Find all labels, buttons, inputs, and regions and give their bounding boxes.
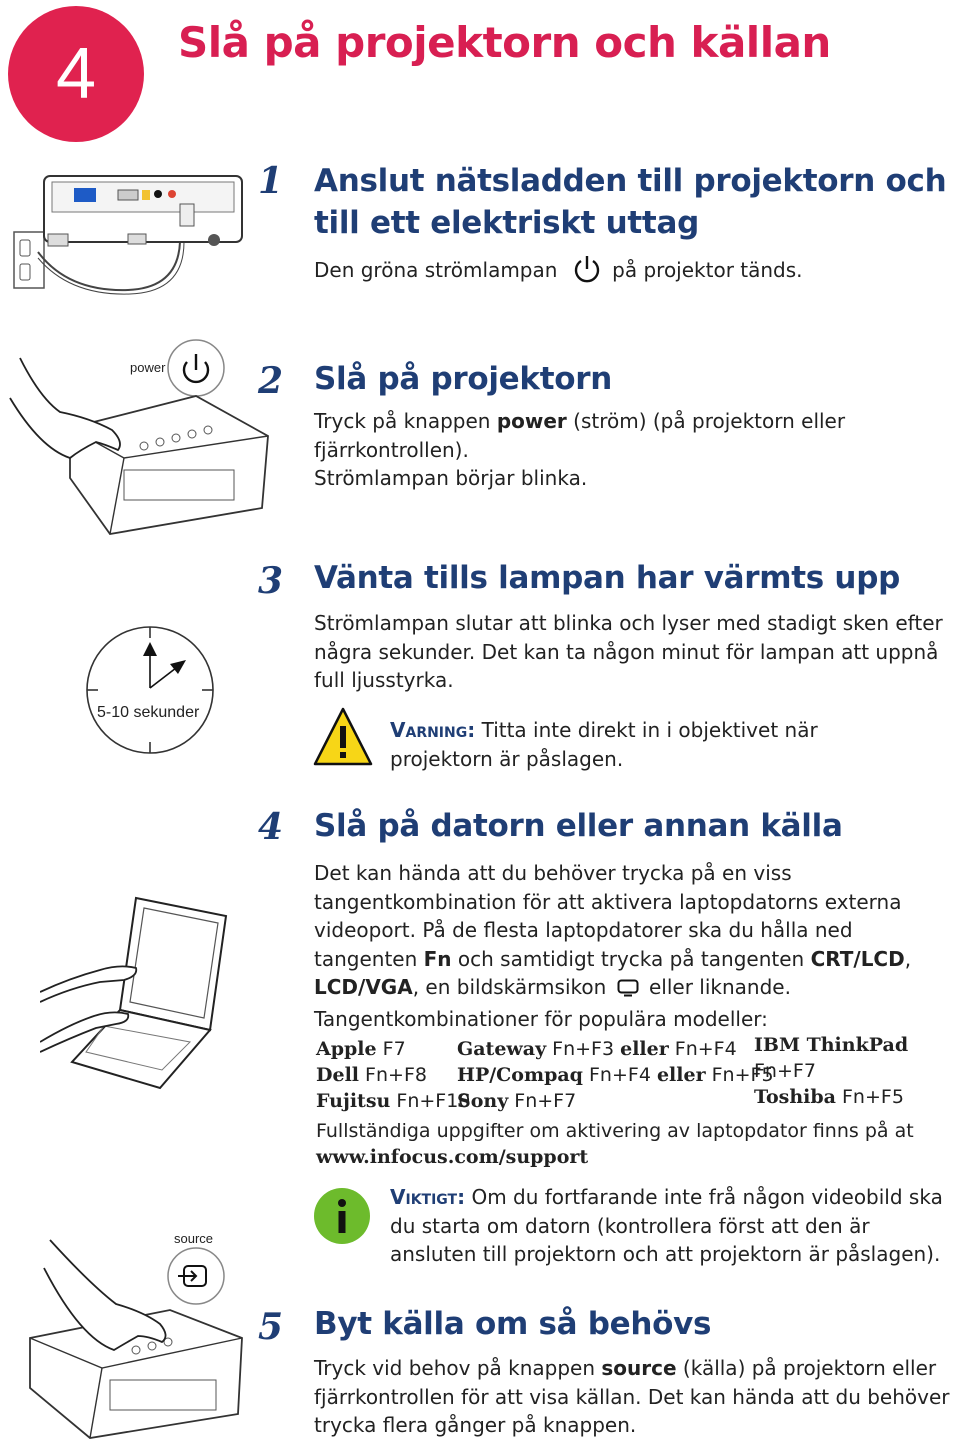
timer-clock-illustration [84,624,216,756]
key-crt-lcd: CRT/LCD [810,946,905,971]
model-keys: Fn+F5 [705,1064,774,1086]
step-1-heading-line-1: Anslut nätsladden till projektorn och [314,163,947,199]
model-dell [316,1062,470,1088]
step-4-body-e: eller liknande. Tangentkombinationer för populära modeller: [314,975,791,1031]
model-brand: Dell [316,1064,360,1086]
step-2-number: 2 [258,360,284,402]
model-brand: Gateway [457,1038,547,1060]
model-ibm-thinkpad [754,1032,960,1084]
step-5-body-a: Tryck vid behov på knappen [314,1356,602,1380]
model-keys: Fn+F7 [508,1090,577,1112]
important-note [390,1183,950,1269]
model-keys: Fn+F5 [835,1086,904,1108]
step-5-heading: Byt källa om så behövs [314,1306,712,1342]
laptop-illustration [40,892,240,1092]
step-1-body [314,254,803,292]
key-lcd-vga: LCD/VGA [314,975,413,999]
step-5-body [314,1354,954,1440]
model-brand: Toshiba [754,1086,836,1108]
page-title: Slå på projektorn och källan [178,18,831,67]
source-keyword: source [601,1356,677,1380]
model-keys: Fn+F3 [546,1038,621,1060]
step-2-body [314,407,854,493]
source-illustration-label: source [174,1231,214,1246]
model-apple [316,1036,470,1062]
important-label: Viktigt: [390,1185,466,1209]
model-fujitsu [316,1088,470,1114]
step-4-heading: Slå på datorn eller annan källa [314,808,843,844]
timer-label: 5-10 sekunder [97,704,200,721]
step-1-number: 1 [258,160,284,202]
warning-note [390,716,850,773]
model-brand: IBM ThinkPad [754,1034,909,1056]
model-toshiba [754,1084,960,1110]
step-4-number: 4 [258,806,284,848]
key-fn: Fn [423,946,452,971]
warning-label: Varning: [390,718,476,742]
model-keys: Fn+F7 [754,1060,816,1082]
support-link[interactable]: www.infocus.com/support [316,1146,589,1168]
model-brand: Sony [457,1090,509,1112]
projector-rear-illustration [8,172,248,300]
warning-icon [312,706,374,772]
step-4-body-d: , en bildskärmsikon [412,975,607,999]
step-4-body [314,859,959,1033]
warning-text: Titta inte direkt in i objektivet när projektorn är påslagen. [390,718,818,771]
model-or: eller [656,1064,706,1086]
step-4-body-a: Det kan hända att du behöver trycka på en viss tangentkombination för att aktivera laptopdatorns externa videoport. På de flesta laptopdatorer ska du hålla ned tangenten [314,861,902,971]
source-button-illustration [20,1228,250,1440]
step-2-body-a: Tryck på knappen [314,409,497,433]
power-keyword: power [496,409,567,433]
step-2-body-b: (ström) (på projektorn eller fjärrkontrollen). [314,409,846,462]
full-info-text: Fullständiga uppgifter om aktivering av laptopdator finns på at [316,1120,914,1142]
model-keys: Fn+F4 [668,1038,737,1060]
model-brand: Fujitsu [316,1090,391,1112]
step-3-number: 3 [258,560,284,602]
step-1-heading-line-2: till ett elektriskt uttag [314,205,699,241]
model-keys: Fn+F4 [582,1064,657,1086]
model-or: eller [620,1038,669,1060]
step-1-body-a: Den gröna strömlampan [314,258,558,282]
models-column-1 [316,1036,470,1114]
info-icon [312,1186,372,1250]
step-4-body-b: och samtidigt trycka på tangenten [451,946,811,971]
power-illustration-label: power [130,360,166,375]
full-info-note [316,1118,916,1170]
step-5-number: 5 [258,1306,284,1348]
section-number: 4 [55,34,97,114]
monitor-icon [617,976,639,1005]
step-3-heading: Vänta tills lampan har värmts upp [314,560,900,596]
step-2-heading: Slå på projektorn [314,361,612,397]
power-icon [572,254,602,292]
step-4-body-c: , [904,946,912,971]
model-brand: HP/Compaq [457,1064,583,1086]
model-gateway [457,1036,774,1062]
model-sony [457,1088,774,1114]
section-number-badge [8,6,144,142]
model-keys: Fn+F10 [390,1090,471,1112]
step-3-body: Strömlampan slutar att blinka och lyser med stadigt sken efter några sekunder. Det kan ta någon minut för lampan att uppnå full ljusstyrka. [314,611,943,692]
step-1-body-b: på projektor tänds. [612,258,803,282]
step-5-body-b: (källa) på projektorn eller fjärrkontrollen för att visa källan. Det kan hända att du behöver trycka flera gånger på knappen. [314,1356,950,1437]
step-1-heading [314,160,946,244]
models-column-2 [457,1036,774,1114]
important-text: Om du fortfarande inte frå någon videobild ska du starta om datorn (kontrollera först att den är ansluten till projektorn och att projektorn är påslagen). [390,1185,943,1266]
model-keys: F7 [376,1038,406,1060]
models-column-3 [754,1032,960,1110]
model-keys: Fn+F8 [359,1064,427,1086]
step-2-body-c: Strömlampan börjar blinka. [314,466,588,490]
model-brand: Apple [316,1038,377,1060]
model-hp-compaq [457,1062,774,1088]
